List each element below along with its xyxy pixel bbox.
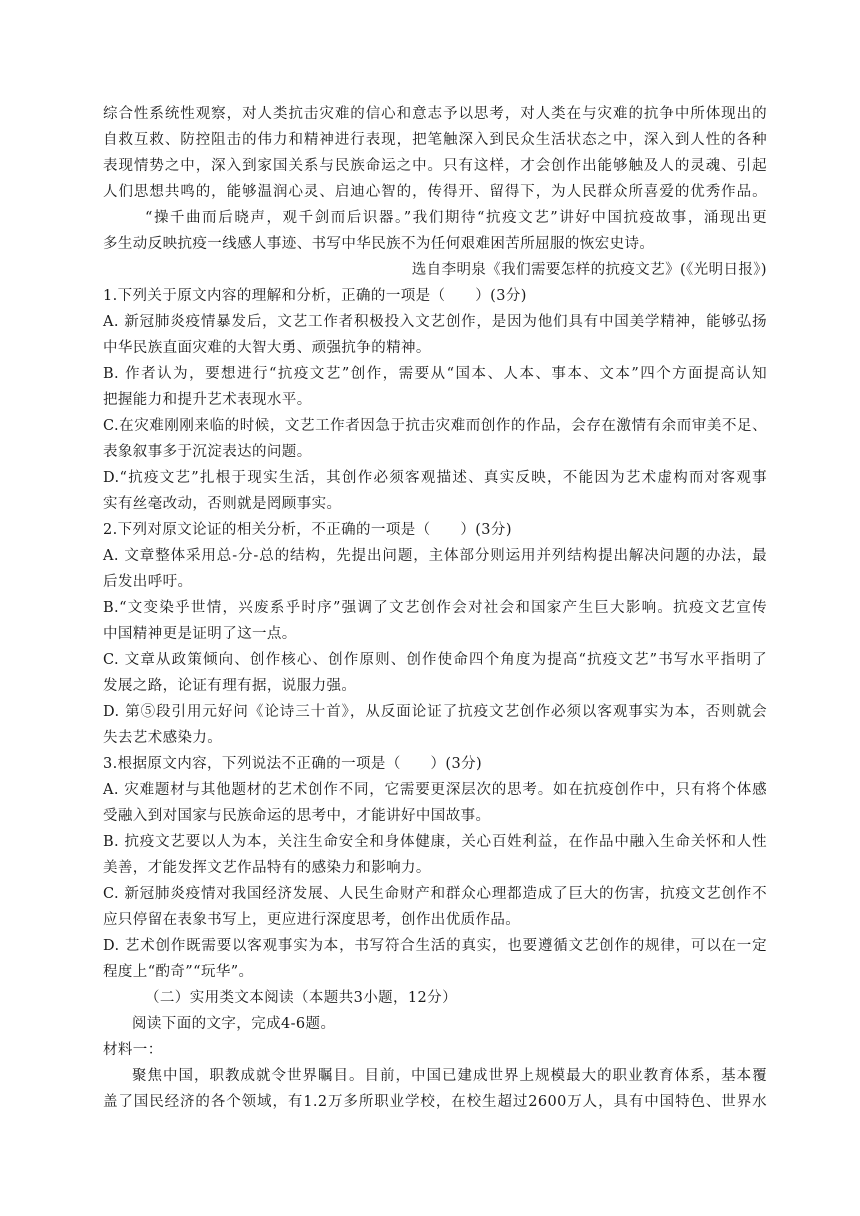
text-line: 表现情势之中，深入到家国关系与民族命运之中。只有这样，才会创作出能够触及人的灵魂、引起 bbox=[103, 158, 767, 174]
text-line: C.在灾难刚刚来临的时候，文艺工作者因急于抗击灾难而创作的作品，会存在激情有余而审美不足、 bbox=[103, 418, 767, 434]
text-line: D. 艺术创作既需要以客观事实为本，书写符合生活的真实，也要遵循文艺创作的规律，可以在一定 bbox=[103, 938, 767, 954]
text-line: 自救互救、防控阻击的伟力和精神进行表现，把笔触深入到民众生活状态之中，深入到人性的各种 bbox=[103, 132, 767, 148]
text-line: B. 作者认为，要想进行“抗疫文艺”创作，需要从“国本、人本、事本、文本”四个方面提高认知 bbox=[103, 366, 767, 382]
text-line: 3.根据原文内容，下列说法不正确的一项是（ ）(3分) bbox=[103, 756, 483, 772]
text-line: D. 第⑤段引用元好问《论诗三十首》，从反面论证了抗疫文艺创作必须以客观事实为本，否则就会 bbox=[103, 704, 767, 720]
text-line: 发展之路，论证有理有据，说服力强。 bbox=[103, 678, 357, 694]
text-line: 受融入到对国家与民族命运的思考中，才能讲好中国故事。 bbox=[103, 808, 491, 824]
text-line: 2.下列对原文论证的相关分析，不正确的一项是（ ）(3分) bbox=[103, 522, 512, 538]
text-line: B.“文变染乎世情，兴废系乎时序”强调了文艺创作会对社会和国家产生巨大影响。抗疫文艺宣传 bbox=[103, 600, 767, 616]
document-page bbox=[103, 101, 767, 1115]
text-line: （二）实用类文本阅读（本题共3小题，12分） bbox=[145, 990, 457, 1006]
text-line: 1.下列关于原文内容的理解和分析，正确的一项是（ ）(3分) bbox=[103, 288, 527, 304]
text-line: 阅读下面的文字，完成4-6题。 bbox=[132, 1016, 336, 1032]
text-line: 选自李明泉《我们需要怎样的抗疫文艺》(《光明日报》) bbox=[411, 262, 767, 278]
text-line: A. 新冠肺炎疫情暴发后，文艺工作者积极投入文艺创作，是因为他们具有中国美学精神，能够弘扬 bbox=[103, 314, 767, 330]
text-line: 把握能力和提升艺术表现水平。 bbox=[103, 392, 312, 408]
text-line: 失去艺术感染力。 bbox=[103, 730, 223, 746]
text-line: 人们思想共鸣的，能够温润心灵、启迪心智的，传得开、留得下，为人民群众所喜爱的优秀作品。 bbox=[103, 184, 767, 200]
text-line: 美善，才能发挥文艺作品特有的感染力和影响力。 bbox=[103, 860, 431, 876]
text-line: D.“抗疫文艺”扎根于现实生活，其创作必须客观描述、真实反映，不能因为艺术虚构而对客观事 bbox=[103, 470, 767, 486]
text-line: 实有丝毫改动，否则就是罔顾事实。 bbox=[103, 496, 342, 512]
text-line: C. 新冠肺炎疫情对我国经济发展、人民生命财产和群众心理都造成了巨大的伤害，抗疫文艺创作不 bbox=[103, 886, 767, 902]
text-line: 中华民族直面灾难的大智大勇、顽强抗争的精神。 bbox=[103, 340, 431, 356]
text-line: “操千曲而后晓声，观千剑而后识器。”我们期待“抗疫文艺”讲好中国抗疫故事，涌现出更 bbox=[145, 210, 767, 226]
text-line: C. 文章从政策倾向、创作核心、创作原则、创作使命四个角度为提高“抗疫文艺”书写水平指明了 bbox=[103, 652, 767, 668]
text-line: 应只停留在表象书写上，更应进行深度思考，创作出优质作品。 bbox=[103, 912, 521, 928]
text-line: 后发出呼吁。 bbox=[103, 574, 193, 590]
text-line: A. 文章整体采用总-分-总的结构，先提出问题，主体部分则运用并列结构提出解决问题的办法，最 bbox=[103, 548, 767, 564]
text-line: 盖了国民经济的各个领域，有1.2万多所职业学校，在校生超过2600万人，具有中国特色、世界水 bbox=[103, 1094, 767, 1110]
text-line: 综合性系统性观察，对人类抗击灾难的信心和意志予以思考，对人类在与灾难的抗争中所体现出的 bbox=[103, 106, 767, 122]
text-line: 材料一： bbox=[103, 1042, 163, 1058]
text-line: 多生动反映抗疫一线感人事迹、书写中华民族不为任何艰难困苦所屈服的恢宏史诗。 bbox=[103, 236, 655, 252]
text-line: B. 抗疫文艺要以人为本，关注生命安全和身体健康，关心百姓利益，在作品中融入生命关怀和人性 bbox=[103, 834, 767, 850]
text-line: 程度上“酌奇”“玩华”。 bbox=[103, 964, 254, 980]
text-line: 聚焦中国，职教成就令世界瞩目。目前，中国已建成世界上规模最大的职业教育体系，基本覆 bbox=[132, 1068, 767, 1084]
text-line: A. 灾难题材与其他题材的艺术创作不同，它需要更深层次的思考。如在抗疫创作中，只有将个体感 bbox=[103, 782, 767, 798]
text-line: 中国精神更是证明了这一点。 bbox=[103, 626, 297, 642]
text-line: 表象叙事多于沉淀表达的问题。 bbox=[103, 444, 312, 460]
